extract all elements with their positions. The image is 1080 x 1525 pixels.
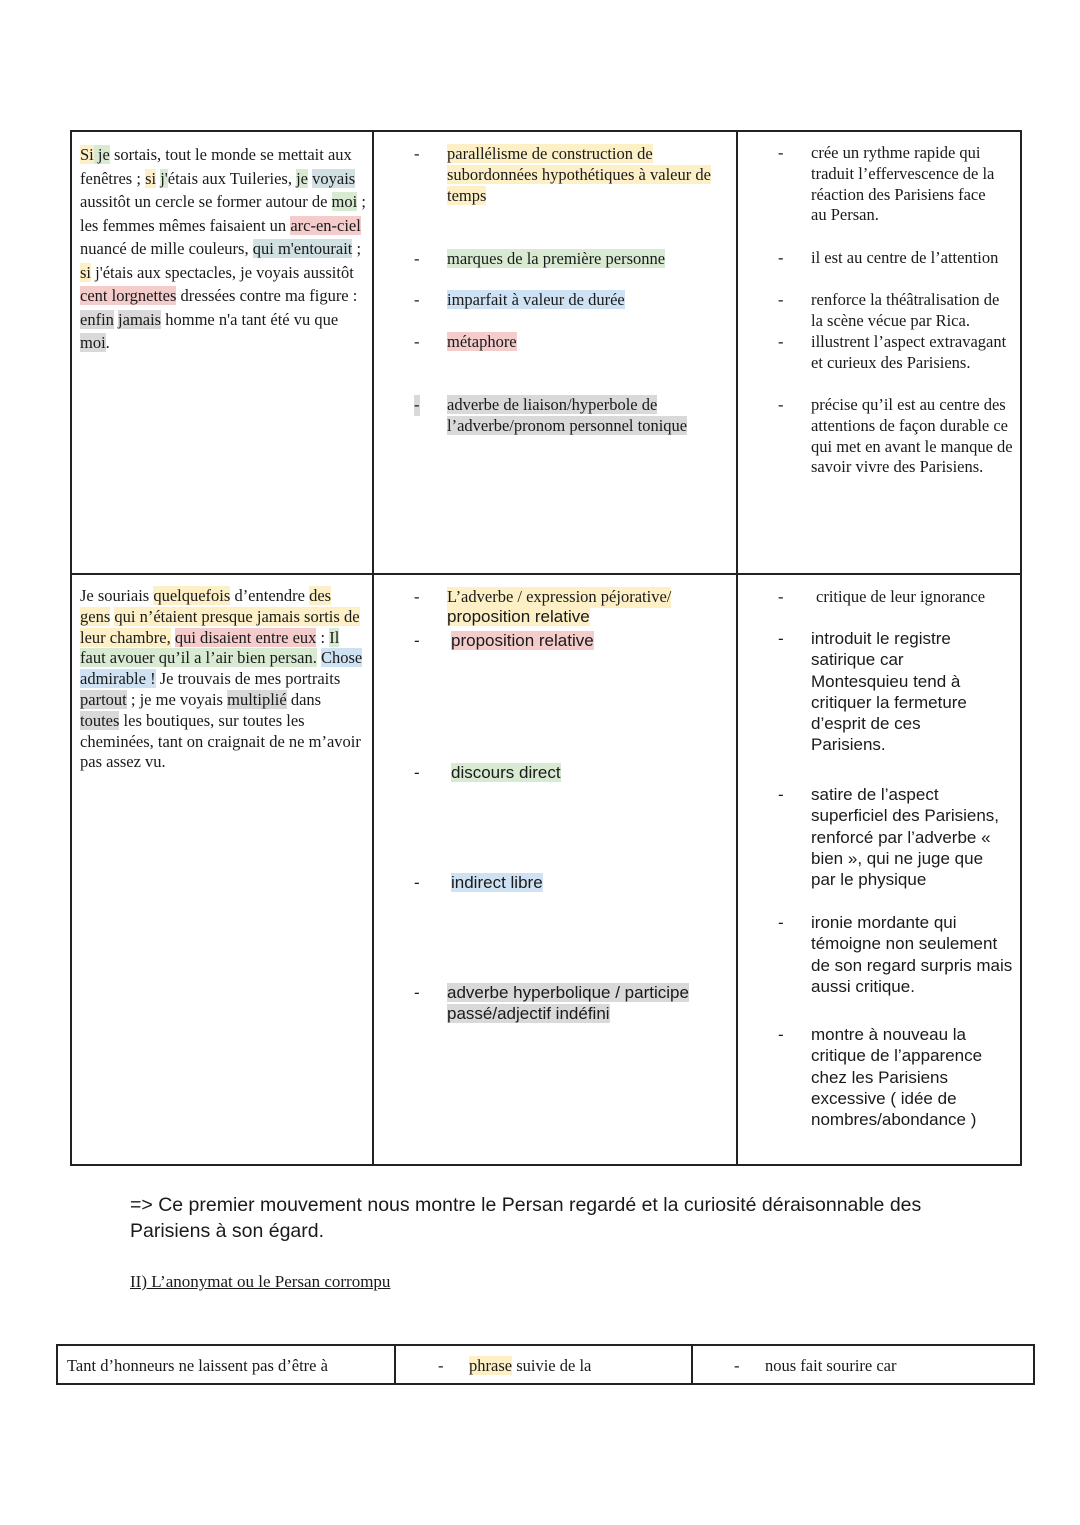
effect-text: nous fait sourire car bbox=[765, 1356, 897, 1375]
highlighted-phrase: moi bbox=[331, 192, 358, 211]
highlighted-phrase: je bbox=[296, 168, 309, 188]
analysis-table bbox=[70, 130, 1022, 1166]
highlighted-phrase: Si bbox=[80, 145, 94, 164]
highlighted-phrase: Il faut avouer qu’il a l’air bien persan. bbox=[80, 627, 340, 668]
bullet-dash: - bbox=[414, 631, 420, 650]
bullet-dash: - bbox=[778, 587, 784, 606]
highlighted-phrase: moi bbox=[80, 333, 106, 352]
highlighted-phrase: jamais bbox=[118, 309, 162, 329]
quote-text: Je trouvais de mes portraits bbox=[155, 669, 341, 689]
quote-text: Je souriais bbox=[80, 586, 154, 605]
quote-text: j'étais aux spectacles, je voyais aussitôt bbox=[91, 262, 354, 282]
bullet-dash: - bbox=[414, 332, 420, 351]
device-label: imparfait à valeur de durée bbox=[447, 290, 625, 309]
bullet-dash: - bbox=[778, 785, 784, 804]
bullet-dash: - bbox=[778, 913, 784, 932]
highlighted-phrase: qui n’étaient presque jamais sortis de leur chambre, bbox=[80, 606, 360, 647]
quote-text: d’entendre bbox=[230, 586, 310, 605]
quote-text: ; je me voyais bbox=[126, 689, 228, 709]
bullet-dash: - bbox=[438, 1356, 444, 1375]
row3-quote: Tant d’honneurs ne laissent pas d’être à bbox=[67, 1356, 328, 1375]
effect-text: satire de l’aspect superficiel des Parisiens, renforcé par l’adverbe « bien », qui ne juge que par le physique bbox=[811, 785, 1000, 890]
bullet-dash: - bbox=[414, 395, 420, 414]
device-label: métaphore bbox=[447, 332, 517, 351]
quote-text: étais aux Tuileries, bbox=[167, 168, 297, 188]
effect-text: renforce la théâtralisation de la scène vécue par Rica. bbox=[811, 290, 1000, 330]
analysis-table-2 bbox=[56, 1344, 1035, 1385]
effect-text: introduit le registre satirique car Montesquieu tend à critiquer la fermeture d’esprit de ces Parisiens. bbox=[811, 629, 967, 755]
highlighted-phrase: arc-en-ciel bbox=[290, 215, 361, 235]
row1-quote bbox=[80, 143, 366, 355]
bullet-dash: - bbox=[734, 1356, 740, 1375]
highlighted-phrase: voyais bbox=[312, 168, 356, 188]
quote-text: dressées contre ma figure : bbox=[176, 286, 358, 305]
quote-text: ; les femmes mêmes faisaient un bbox=[80, 192, 366, 235]
device-label: marques de la première personne bbox=[447, 249, 666, 268]
effect-text: crée un rythme rapide qui traduit l’effervescence de la réaction des Parisiens face au Persan. bbox=[811, 143, 995, 225]
effect-text: critique de leur ignorance bbox=[816, 587, 986, 606]
device-label: L’adverbe / expression péjorative/ bbox=[447, 587, 672, 606]
bullet-dash: - bbox=[778, 143, 784, 162]
bullet-dash: - bbox=[778, 332, 784, 351]
row-divider bbox=[72, 573, 1020, 575]
highlighted-phrase: si bbox=[80, 262, 92, 282]
device-label: proposition relative bbox=[451, 631, 594, 650]
highlighted-phrase: cent lorgnettes bbox=[80, 286, 177, 305]
device-label: adverbe hyperbolique / participe passé/adjectif indéfini bbox=[447, 983, 689, 1024]
section-heading: II) L’anonymat ou le Persan corrompu bbox=[130, 1272, 391, 1291]
bullet-dash: - bbox=[414, 249, 420, 268]
bullet-dash: - bbox=[778, 629, 784, 648]
quote-text: homme n'a tant été vu que bbox=[161, 309, 339, 329]
quote-text: ; bbox=[352, 239, 362, 258]
quote-text: aussitôt un cercle se former autour de bbox=[80, 192, 332, 211]
bullet-dash: - bbox=[778, 1025, 784, 1044]
quote-text: sortais, tout le monde se mettait aux fenêtres ; bbox=[80, 145, 352, 188]
highlighted-phrase: des gens bbox=[80, 586, 332, 626]
quote-text: nuancé de mille couleurs, bbox=[80, 239, 253, 258]
highlighted-phrase: Chose admirable ! bbox=[80, 648, 363, 689]
bullet-dash: - bbox=[778, 395, 784, 414]
bullet-dash: - bbox=[414, 983, 420, 1002]
highlighted-phrase: toutes bbox=[80, 710, 120, 730]
device-label-rest: suivie de la bbox=[512, 1356, 592, 1375]
effect-text: montre à nouveau la critique de l’apparence chez les Parisiens excessive ( idée de nombres/abondance ) bbox=[811, 1025, 983, 1130]
highlighted-phrase: j' bbox=[160, 168, 168, 188]
bullet-dash: - bbox=[414, 873, 420, 892]
quote-text: dans bbox=[286, 689, 322, 709]
bullet-dash: - bbox=[414, 763, 420, 782]
device-label: adverbe de liaison/hyperbole de l’adverbe/pronom personnel tonique bbox=[447, 395, 688, 435]
highlighted-phrase: enfin bbox=[80, 309, 114, 329]
row2-quote bbox=[80, 586, 364, 773]
device-label: proposition relative bbox=[447, 606, 590, 626]
device-label: phrase bbox=[469, 1356, 513, 1375]
movement-conclusion: => Ce premier mouvement nous montre le Persan regardé et la curiosité déraisonnable des Parisiens à son égard. bbox=[130, 1194, 922, 1242]
column-divider bbox=[736, 132, 738, 1164]
highlighted-phrase: partout bbox=[80, 689, 127, 709]
highlighted-phrase: quelquefois bbox=[153, 586, 231, 605]
bullet-dash: - bbox=[414, 144, 420, 163]
quote-text: : bbox=[316, 627, 330, 647]
column-divider bbox=[372, 132, 374, 1164]
device-label: parallélisme de construction de subordonnées hypothétiques à valeur de temps bbox=[447, 144, 711, 205]
highlighted-phrase: je bbox=[93, 145, 110, 164]
device-label: discours direct bbox=[451, 763, 561, 782]
column-divider bbox=[394, 1346, 396, 1383]
bullet-dash: - bbox=[778, 248, 784, 267]
highlighted-phrase: qui m'entourait bbox=[252, 239, 353, 258]
bullet-dash: - bbox=[414, 290, 420, 309]
bullet-dash: - bbox=[778, 290, 784, 309]
effect-text: il est au centre de l’attention bbox=[811, 248, 999, 267]
highlighted-phrase: si bbox=[145, 168, 157, 188]
effect-text: illustrent l’aspect extravagant et curieux des Parisiens. bbox=[811, 332, 1007, 372]
effect-text: ironie mordante qui témoigne non seulement de son regard surpris mais aussi critique. bbox=[811, 913, 1013, 996]
device-label: indirect libre bbox=[451, 873, 543, 892]
quote-text: . bbox=[105, 333, 110, 352]
quote-text: les boutiques, sur toutes les cheminées, tant on craignait de ne m’avoir pas assez vu. bbox=[80, 710, 361, 772]
effect-text: précise qu’il est au centre des attentions de façon durable ce qui met en avant le manque de savoir vivre des Parisiens. bbox=[811, 395, 1013, 477]
highlighted-phrase: multiplié bbox=[227, 689, 287, 709]
highlighted-phrase: qui disaient entre eux bbox=[174, 627, 317, 647]
bullet-dash: - bbox=[414, 587, 420, 606]
